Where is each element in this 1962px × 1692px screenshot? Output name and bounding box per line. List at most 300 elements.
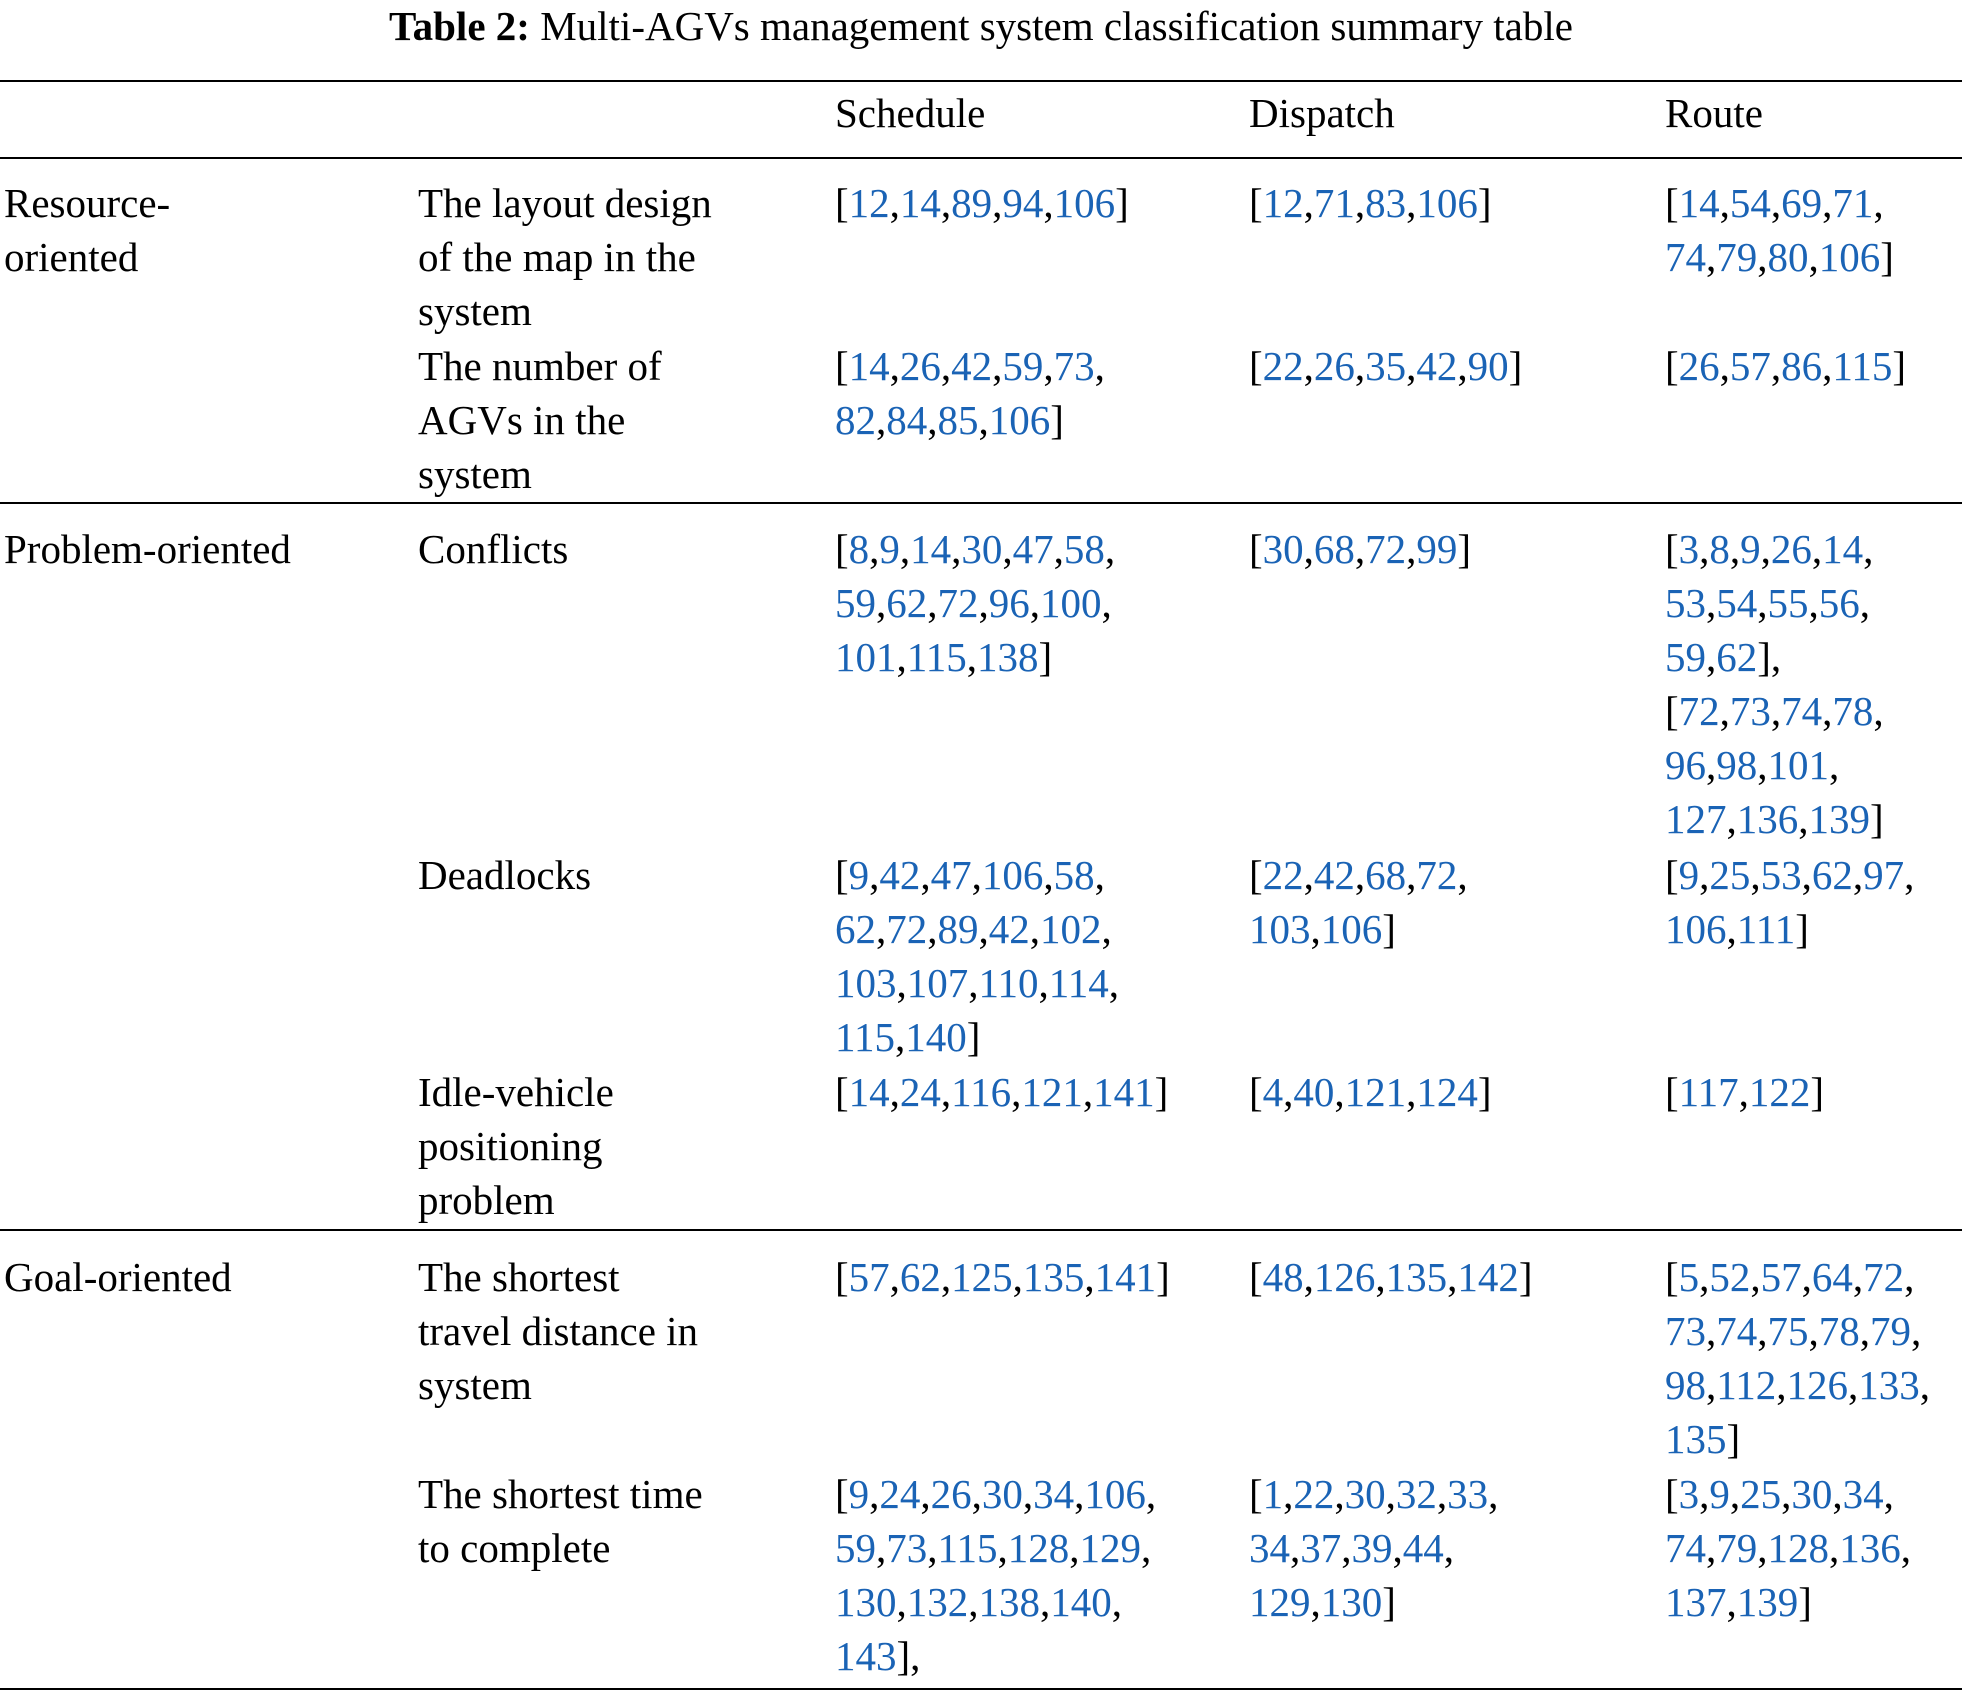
citation-link[interactable]: 138 [976,634,1039,680]
citation-link[interactable]: 72 [1863,1254,1905,1300]
table-caption-label: Table 2: [389,3,530,49]
citation-link[interactable]: 47 [1012,526,1054,572]
citation-link[interactable]: 114 [1048,960,1109,1006]
citation-link[interactable]: 74 [1665,234,1706,280]
citation-link[interactable]: 78 [1832,688,1874,734]
citation-link[interactable]: 122 [1748,1069,1811,1115]
citation-link[interactable]: 22 [1262,343,1304,389]
citation-link[interactable]: 128 [1767,1525,1829,1571]
citation-link[interactable]: 25 [1740,1471,1782,1517]
citation-punctuation: , [896,634,907,680]
citation-punctuation: , [968,960,979,1006]
citation-link[interactable]: 106 [1665,906,1727,952]
citation-line [1665,1065,1824,1119]
citation-link[interactable]: 34 [1249,1525,1290,1571]
citation-link[interactable]: 139 [1736,1579,1799,1625]
column-header-dispatch: Dispatch [1249,90,1395,136]
citation-punctuation: , [940,343,952,389]
citation-link[interactable]: 140 [905,1014,967,1060]
citation-punctuation: , [1781,1471,1792,1517]
citation-punctuation: [ [835,1254,849,1300]
citation-link[interactable]: 107 [906,960,969,1006]
citation-punctuation: , [927,906,938,952]
citation-link[interactable]: 135 [1665,1416,1727,1462]
citation-link[interactable]: 12 [848,180,890,226]
citation-link[interactable]: 74 [1781,688,1823,734]
citation-punctuation: , [1457,852,1468,898]
row-subcategory [418,1065,614,1227]
citation-punctuation: , [1029,580,1040,626]
citation-link[interactable]: 90 [1467,343,1509,389]
citation-link[interactable]: 44 [1402,1525,1444,1571]
citation-punctuation: ] [1892,343,1907,389]
citation-line [1665,792,1884,846]
citation-punctuation: , [1706,580,1717,626]
citation-link[interactable]: 79 [1716,1525,1758,1571]
citation-link[interactable]: 129 [1249,1579,1311,1625]
citation-link[interactable]: 35 [1365,343,1407,389]
group-divider-rule [0,1229,1962,1231]
citation-link[interactable]: 9 [1678,852,1700,898]
citation-link[interactable]: 80 [1767,234,1809,280]
citation-punctuation: , [1303,1254,1314,1300]
citation-line [1665,684,1884,738]
citation-punctuation: , [876,397,887,443]
citation-link[interactable]: 69 [1781,180,1823,226]
citation-link[interactable]: 42 [951,343,993,389]
citation-link[interactable]: 72 [886,906,928,952]
citation-link[interactable]: 106 [981,852,1044,898]
cell-dispatch [1249,339,1522,393]
citation-link[interactable]: 32 [1395,1471,1437,1517]
citation-line [1665,1467,1911,1521]
citation-punctuation: [ [835,852,849,898]
citation-line [835,1575,1156,1629]
citation-link[interactable]: 132 [906,1579,969,1625]
citation-punctuation: , [1719,343,1730,389]
citation-link[interactable]: 97 [1863,852,1905,898]
citation-link[interactable]: 54 [1729,180,1771,226]
citation-link[interactable]: 9 [848,1471,870,1517]
citation-punctuation: , [1757,234,1768,280]
citation-link[interactable]: 138 [978,1579,1040,1625]
citation-link[interactable]: 73 [1053,343,1095,389]
citation-punctuation: , [899,526,911,572]
citation-link[interactable]: 30 [1344,1471,1386,1517]
citation-punctuation: , [1904,1254,1915,1300]
citation-punctuation: ] [1798,1579,1812,1625]
citation-link[interactable]: 84 [886,397,928,443]
citation-link[interactable]: 115 [937,1525,998,1571]
citation-punctuation: , [1406,852,1417,898]
subcategory-line: system [418,288,532,334]
citation-punctuation: [ [1665,852,1679,898]
citation-link[interactable]: 62 [1811,852,1853,898]
citation-link[interactable]: 139 [1808,796,1870,842]
citation-link[interactable]: 64 [1811,1254,1853,1300]
citation-punctuation: [ [1665,180,1679,226]
citation-punctuation: , [940,180,952,226]
citation-link[interactable]: 130 [1320,1579,1383,1625]
citation-link[interactable]: 9 [1740,526,1761,572]
citation-punctuation: ] [1154,1069,1169,1115]
citation-link[interactable]: 136 [1736,796,1799,842]
citation-punctuation: , [1354,526,1366,572]
citation-link[interactable]: 26 [1678,343,1720,389]
citation-link[interactable]: 98 [1716,742,1758,788]
citation-link[interactable]: 47 [930,852,972,898]
citation-link[interactable]: 25 [1709,852,1751,898]
citation-line [1665,1304,1930,1358]
citation-line [835,902,1119,956]
citation-link[interactable]: 37 [1300,1525,1342,1571]
citation-link[interactable]: 103 [835,960,897,1006]
citation-punctuation: [ [835,1069,849,1115]
cell-dispatch [1249,176,1492,230]
citation-punctuation: , [1310,906,1321,952]
citation-punctuation: , [1873,180,1884,226]
subcategory-line: system [418,1362,532,1408]
citation-link[interactable]: 26 [899,343,941,389]
citation-punctuation: , [1043,852,1054,898]
citation-link[interactable]: 58 [1063,526,1105,572]
citation-punctuation: , [1375,1254,1386,1300]
citation-link[interactable]: 14 [1822,526,1864,572]
row-subcategory [418,1250,698,1412]
citation-link[interactable]: 68 [1365,852,1407,898]
citation-link[interactable]: 30 [981,1471,1023,1517]
citation-line [1249,848,1468,902]
cell-route [1665,848,1914,956]
citation-link[interactable]: 106 [1818,234,1881,280]
citation-link[interactable]: 101 [835,634,897,680]
citation-punctuation: [ [1249,343,1263,389]
citation-punctuation: , [1829,742,1840,788]
citation-link[interactable]: 102 [1040,906,1102,952]
citation-link[interactable]: 14 [899,180,941,226]
citation-link[interactable]: 58 [1053,852,1095,898]
citation-line [1249,1250,1533,1304]
citation-link[interactable]: 83 [1365,180,1407,226]
citation-link[interactable]: 53 [1760,852,1802,898]
citation-link[interactable]: 68 [1313,526,1355,572]
citation-punctuation: , [1900,1525,1911,1571]
citation-line [1665,630,1884,684]
citation-link[interactable]: 103 [1249,906,1311,952]
citation-punctuation: [ [1249,1254,1263,1300]
citation-link[interactable]: 98 [1665,1362,1706,1408]
citation-link[interactable]: 74 [1665,1525,1706,1571]
column-header-schedule: Schedule [835,90,986,136]
citation-link[interactable]: 8 [1709,526,1730,572]
citation-punctuation: , [1699,852,1710,898]
subcategory-line: Idle-vehicle [418,1069,614,1115]
citation-punctuation: [ [1665,688,1679,734]
citation-link[interactable]: 57 [1729,343,1771,389]
citation-link[interactable]: 106 [1053,180,1116,226]
citation-link[interactable]: 59 [1665,634,1706,680]
cell-dispatch [1249,1250,1533,1304]
citation-link[interactable]: 1 [1262,1471,1284,1517]
citation-punctuation: , [1354,343,1366,389]
citation-link[interactable]: 106 [988,397,1051,443]
citation-link[interactable]: 137 [1665,1579,1727,1625]
citation-punctuation: , [978,580,989,626]
citation-link[interactable]: 42 [879,852,921,898]
citation-link[interactable]: 85 [937,397,979,443]
citation-link[interactable]: 39 [1351,1525,1393,1571]
citation-punctuation: , [1847,1362,1859,1408]
citation-link[interactable]: 141 [1094,1254,1157,1300]
citation-link[interactable]: 71 [1313,180,1355,226]
citation-punctuation: [ [835,343,849,389]
citation-link[interactable]: 121 [1021,1069,1083,1115]
citation-link[interactable]: 62 [899,1254,941,1300]
citation-link[interactable]: 59 [835,580,876,626]
citation-link[interactable]: 5 [1678,1254,1700,1300]
citation-punctuation: , [1406,526,1417,572]
citation-punctuation: [ [1249,1471,1263,1517]
citation-punctuation: , [1808,580,1819,626]
row-subcategory [418,176,712,338]
citation-link[interactable]: 116 [951,1069,1012,1115]
cell-schedule [835,848,1119,1064]
citation-line [835,393,1105,447]
citation-punctuation: , [1436,1471,1448,1517]
subcategory-line: to complete [418,1525,611,1571]
citation-link[interactable]: 117 [1678,1069,1739,1115]
citation-line [835,848,1119,902]
citation-link[interactable]: 124 [1416,1069,1478,1115]
citation-link[interactable]: 22 [1262,852,1304,898]
citation-link[interactable]: 74 [1716,1308,1758,1354]
citation-line [835,1629,1156,1683]
citation-link[interactable]: 24 [899,1069,941,1115]
citation-link[interactable]: 72 [1678,688,1720,734]
citation-link[interactable]: 54 [1716,580,1758,626]
row-subcategory [418,522,568,576]
citation-link[interactable]: 106 [1084,1471,1146,1517]
citation-punctuation: , [889,1254,900,1300]
citation-link[interactable]: 42 [1416,343,1458,389]
citation-punctuation: , [1852,1254,1864,1300]
citation-link[interactable]: 121 [1344,1069,1407,1115]
citation-link[interactable]: 89 [951,180,993,226]
citation-link[interactable]: 59 [1002,343,1044,389]
citation-line [1665,176,1894,230]
citation-link[interactable]: 55 [1767,580,1809,626]
citation-punctuation: [ [835,526,849,572]
group-divider-rule [0,502,1962,504]
citation-link[interactable]: 73 [1665,1308,1706,1354]
citation-link[interactable]: 75 [1767,1308,1809,1354]
citation-punctuation: ] [1518,1254,1533,1300]
citation-punctuation: , [1101,906,1112,952]
citation-link[interactable]: 12 [1262,180,1304,226]
citation-link[interactable]: 141 [1093,1069,1155,1115]
citation-link[interactable]: 59 [835,1525,876,1571]
citation-link[interactable]: 127 [1665,796,1727,842]
citation-punctuation: , [1852,852,1864,898]
citation-line [1665,230,1894,284]
citation-link[interactable]: 126 [1313,1254,1376,1300]
citation-punctuation: , [1053,526,1064,572]
citation-link[interactable]: 14 [848,343,890,389]
citation-punctuation: , [1022,1471,1034,1517]
row-subcategory [418,1467,703,1575]
citation-punctuation: , [1904,852,1915,898]
subcategory-line: positioning [418,1123,603,1169]
citation-link[interactable]: 73 [886,1525,928,1571]
citation-punctuation: , [1757,742,1768,788]
citation-link[interactable]: 14 [848,1069,890,1115]
citation-link[interactable]: 8 [848,526,870,572]
citation-punctuation: ] [1477,1069,1492,1115]
citation-link[interactable]: 89 [937,906,979,952]
citation-link[interactable]: 133 [1858,1362,1920,1408]
citation-link[interactable]: 140 [1050,1579,1112,1625]
citation-link[interactable]: 9 [1709,1471,1730,1517]
citation-link[interactable]: 30 [1262,526,1304,572]
citation-punctuation: , [1457,343,1468,389]
citation-punctuation: , [1706,1362,1717,1408]
citation-punctuation: , [1883,1471,1894,1517]
citation-link[interactable]: 26 [1313,343,1355,389]
citation-link[interactable]: 96 [1665,742,1706,788]
citation-punctuation: , [1283,1069,1294,1115]
citation-punctuation: , [1719,180,1730,226]
citation-line [1665,1521,1911,1575]
citation-link[interactable]: 136 [1839,1525,1901,1571]
citation-link[interactable]: 101 [1767,742,1829,788]
subcategory-line: travel distance in [418,1308,699,1354]
citation-line [1665,1575,1911,1629]
citation-link[interactable]: 100 [1040,580,1102,626]
citation-line [1249,176,1492,230]
citation-punctuation: , [1385,1471,1396,1517]
citation-link[interactable]: 111 [1736,906,1796,952]
citation-punctuation: , [1750,852,1761,898]
citation-link[interactable]: 106 [1416,180,1478,226]
citation-link[interactable]: 112 [1716,1362,1777,1408]
citation-link[interactable]: 82 [835,397,876,443]
citation-link[interactable]: 135 [1022,1254,1085,1300]
subcategory-line: problem [418,1177,555,1223]
citation-punctuation: , [1859,1308,1870,1354]
citation-link[interactable]: 115 [835,1014,895,1060]
citation-punctuation: , [1074,1471,1085,1517]
citation-line [835,1467,1156,1521]
citation-link[interactable]: 4 [1262,1069,1284,1115]
citation-punctuation: ], [896,1633,921,1679]
citation-link[interactable]: 22 [1293,1471,1335,1517]
citation-link[interactable]: 126 [1786,1362,1848,1408]
citation-link[interactable]: 62 [886,580,928,626]
citation-link[interactable]: 42 [988,906,1030,952]
citation-punctuation: ] [966,1014,981,1060]
citation-link[interactable]: 24 [879,1471,921,1517]
citation-link[interactable]: 62 [1716,634,1758,680]
citation-punctuation: , [1757,580,1768,626]
citation-link[interactable]: 143 [835,1633,897,1679]
group-label-resource-line2: oriented [4,234,139,280]
citation-link[interactable]: 79 [1870,1308,1911,1354]
citation-punctuation: , [968,1579,979,1625]
citation-punctuation: , [1770,343,1782,389]
citation-link[interactable]: 57 [848,1254,890,1300]
citation-punctuation: , [869,1471,880,1517]
citation-link[interactable]: 56 [1818,580,1860,626]
citation-link[interactable]: 52 [1709,1254,1751,1300]
citation-line [835,176,1129,230]
cell-route [1665,522,1884,846]
citation-link[interactable]: 110 [978,960,1039,1006]
citation-link[interactable]: 53 [1665,580,1706,626]
citation-link[interactable]: 128 [1007,1525,1070,1571]
citation-link[interactable]: 14 [1678,180,1720,226]
citation-link[interactable]: 40 [1293,1069,1335,1115]
citation-link[interactable]: 96 [988,580,1030,626]
citation-link[interactable]: 57 [1760,1254,1802,1300]
citation-link[interactable]: 115 [906,634,967,680]
citation-punctuation: , [971,852,982,898]
citation-link[interactable]: 14 [910,526,952,572]
citation-link[interactable]: 72 [1416,852,1458,898]
citation-link[interactable]: 129 [1079,1525,1141,1571]
citation-punctuation: , [1012,1254,1023,1300]
row-subcategory [418,339,662,501]
citation-link[interactable]: 42 [1313,852,1355,898]
citation-link[interactable]: 130 [835,1579,897,1625]
citation-link[interactable]: 72 [937,580,979,626]
citation-link[interactable]: 135 [1385,1254,1448,1300]
citation-link[interactable]: 106 [1320,906,1383,952]
citation-punctuation: ] [1880,234,1894,280]
citation-link[interactable]: 9 [879,526,900,572]
citation-link[interactable]: 26 [1770,526,1812,572]
citation-link[interactable]: 71 [1832,180,1874,226]
citation-link[interactable]: 78 [1818,1308,1860,1354]
citation-punctuation: , [1808,234,1819,280]
citation-punctuation: , [1334,1069,1345,1115]
citation-link[interactable]: 73 [1729,688,1771,734]
citation-punctuation: , [1104,526,1116,572]
citation-link[interactable]: 115 [1832,343,1893,389]
citation-link[interactable]: 48 [1262,1254,1304,1300]
citation-link[interactable]: 86 [1781,343,1823,389]
citation-punctuation: [ [1249,1069,1263,1115]
citation-link[interactable]: 9 [848,852,870,898]
citation-link[interactable]: 62 [835,906,876,952]
citation-link[interactable]: 125 [951,1254,1013,1300]
citation-link[interactable]: 33 [1447,1471,1489,1517]
citation-link[interactable]: 30 [961,526,1003,572]
citation-link[interactable]: 3 [1678,526,1700,572]
citation-link[interactable]: 99 [1416,526,1458,572]
cell-dispatch [1249,1065,1492,1119]
citation-line [1249,1065,1492,1119]
citation-link[interactable]: 34 [1842,1471,1884,1517]
citation-link[interactable]: 72 [1365,526,1407,572]
citation-link[interactable]: 34 [1033,1471,1075,1517]
citation-link[interactable]: 79 [1716,234,1758,280]
citation-link[interactable]: 142 [1457,1254,1519,1300]
citation-link[interactable]: 30 [1791,1471,1833,1517]
citation-link[interactable]: 3 [1678,1471,1700,1517]
citation-link[interactable]: 26 [930,1471,972,1517]
citation-link[interactable]: 94 [1002,180,1044,226]
subcategory-line: The number of [418,343,662,389]
